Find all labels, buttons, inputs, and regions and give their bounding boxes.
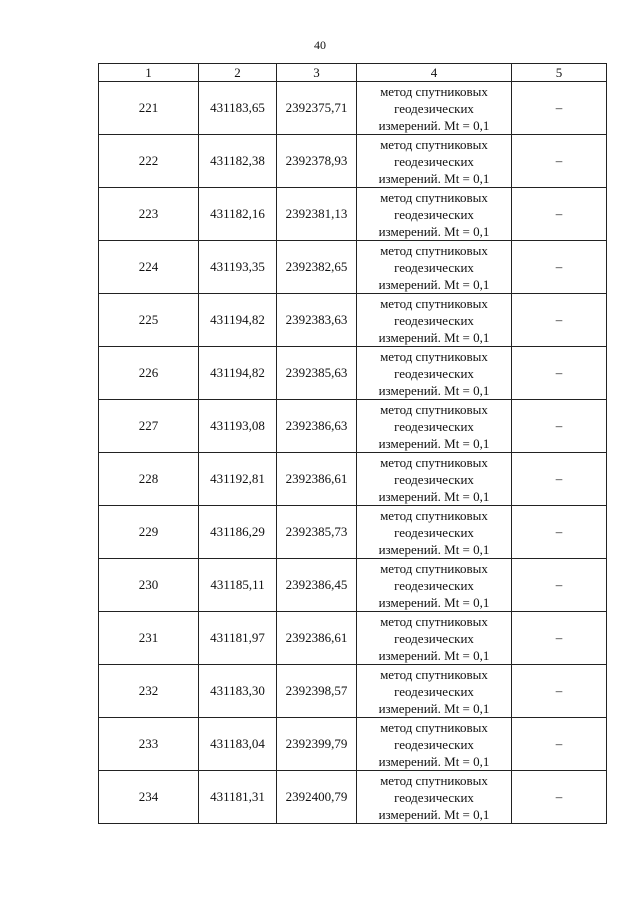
method-line: измерений. Mt = 0,1: [378, 435, 490, 451]
y-coordinate-cell: 2392386,61: [277, 612, 357, 665]
method-cell: [357, 559, 512, 612]
method-line: измерений. Mt = 0,1: [378, 700, 490, 716]
point-number-cell: 229: [99, 506, 199, 559]
x-coordinate-cell: 431183,65: [199, 82, 277, 135]
table-row: [99, 771, 607, 824]
y-coordinate-cell: 2392382,65: [277, 241, 357, 294]
method-line: геодезических: [394, 524, 474, 540]
note-cell: –: [512, 135, 607, 188]
header-col-1: 1: [99, 64, 199, 82]
method-cell: [357, 453, 512, 506]
method-line: метод спутниковых: [380, 772, 488, 788]
method-line: геодезических: [394, 153, 474, 169]
table-row: [99, 241, 607, 294]
method-line: измерений. Mt = 0,1: [378, 382, 490, 398]
method-line: геодезических: [394, 100, 474, 116]
table-body: [99, 82, 607, 824]
method-cell: [357, 294, 512, 347]
note-cell: –: [512, 400, 607, 453]
method-cell: [357, 771, 512, 824]
x-coordinate-cell: 431181,97: [199, 612, 277, 665]
y-coordinate-cell: 2392386,63: [277, 400, 357, 453]
x-coordinate-cell: 431193,35: [199, 241, 277, 294]
method-cell: [357, 347, 512, 400]
method-cell: [357, 400, 512, 453]
table-row: [99, 188, 607, 241]
method-line: метод спутниковых: [380, 189, 488, 205]
method-line: геодезических: [394, 206, 474, 222]
method-line: измерений. Mt = 0,1: [378, 753, 490, 769]
x-coordinate-cell: 431182,38: [199, 135, 277, 188]
point-number-cell: 226: [99, 347, 199, 400]
method-line: метод спутниковых: [380, 454, 488, 470]
method-line: метод спутниковых: [380, 401, 488, 417]
point-number-cell: 225: [99, 294, 199, 347]
table-row: [99, 718, 607, 771]
x-coordinate-cell: 431183,30: [199, 665, 277, 718]
table-row: [99, 82, 607, 135]
note-cell: –: [512, 241, 607, 294]
x-coordinate-cell: 431183,04: [199, 718, 277, 771]
point-number-cell: 223: [99, 188, 199, 241]
point-number-cell: 233: [99, 718, 199, 771]
method-line: метод спутниковых: [380, 613, 488, 629]
note-cell: –: [512, 506, 607, 559]
note-cell: –: [512, 82, 607, 135]
y-coordinate-cell: 2392398,57: [277, 665, 357, 718]
y-coordinate-cell: 2392386,61: [277, 453, 357, 506]
y-coordinate-cell: 2392400,79: [277, 771, 357, 824]
method-line: метод спутниковых: [380, 560, 488, 576]
method-line: измерений. Mt = 0,1: [378, 541, 490, 557]
method-line: метод спутниковых: [380, 242, 488, 258]
note-cell: –: [512, 718, 607, 771]
point-number-cell: 221: [99, 82, 199, 135]
method-line: метод спутниковых: [380, 348, 488, 364]
table-row: [99, 400, 607, 453]
method-line: геодезических: [394, 577, 474, 593]
method-line: измерений. Mt = 0,1: [378, 647, 490, 663]
method-line: измерений. Mt = 0,1: [378, 170, 490, 186]
method-cell: [357, 241, 512, 294]
method-line: геодезических: [394, 418, 474, 434]
method-line: геодезических: [394, 736, 474, 752]
x-coordinate-cell: 431192,81: [199, 453, 277, 506]
table-row: [99, 294, 607, 347]
method-cell: [357, 188, 512, 241]
note-cell: –: [512, 294, 607, 347]
note-cell: –: [512, 771, 607, 824]
table-row: [99, 135, 607, 188]
method-line: измерений. Mt = 0,1: [378, 806, 490, 822]
x-coordinate-cell: 431181,31: [199, 771, 277, 824]
method-line: измерений. Mt = 0,1: [378, 488, 490, 504]
method-line: геодезических: [394, 471, 474, 487]
y-coordinate-cell: 2392386,45: [277, 559, 357, 612]
point-number-cell: 222: [99, 135, 199, 188]
y-coordinate-cell: 2392399,79: [277, 718, 357, 771]
method-line: геодезических: [394, 259, 474, 275]
method-cell: [357, 506, 512, 559]
y-coordinate-cell: 2392385,63: [277, 347, 357, 400]
y-coordinate-cell: 2392375,71: [277, 82, 357, 135]
header-col-2: 2: [199, 64, 277, 82]
header-col-5: 5: [512, 64, 607, 82]
table-row: [99, 665, 607, 718]
method-line: метод спутниковых: [380, 295, 488, 311]
method-line: геодезических: [394, 789, 474, 805]
x-coordinate-cell: 431182,16: [199, 188, 277, 241]
table-row: [99, 506, 607, 559]
method-line: измерений. Mt = 0,1: [378, 594, 490, 610]
method-line: геодезических: [394, 630, 474, 646]
method-line: метод спутниковых: [380, 719, 488, 735]
x-coordinate-cell: 431185,11: [199, 559, 277, 612]
method-line: измерений. Mt = 0,1: [378, 276, 490, 292]
page-number: 40: [314, 38, 326, 52]
x-coordinate-cell: 431194,82: [199, 294, 277, 347]
x-coordinate-cell: 431194,82: [199, 347, 277, 400]
method-line: измерений. Mt = 0,1: [378, 329, 490, 345]
point-number-cell: 232: [99, 665, 199, 718]
method-cell: [357, 612, 512, 665]
table-row: [99, 559, 607, 612]
method-cell: [357, 82, 512, 135]
note-cell: –: [512, 188, 607, 241]
method-line: метод спутниковых: [380, 83, 488, 99]
point-number-cell: 228: [99, 453, 199, 506]
method-line: геодезических: [394, 312, 474, 328]
method-line: метод спутниковых: [380, 136, 488, 152]
x-coordinate-cell: 431193,08: [199, 400, 277, 453]
y-coordinate-cell: 2392383,63: [277, 294, 357, 347]
note-cell: –: [512, 453, 607, 506]
method-cell: [357, 135, 512, 188]
table-row: [99, 347, 607, 400]
point-number-cell: 230: [99, 559, 199, 612]
y-coordinate-cell: 2392385,73: [277, 506, 357, 559]
method-line: геодезических: [394, 365, 474, 381]
point-number-cell: 227: [99, 400, 199, 453]
method-line: измерений. Mt = 0,1: [378, 223, 490, 239]
method-line: метод спутниковых: [380, 666, 488, 682]
x-coordinate-cell: 431186,29: [199, 506, 277, 559]
table-header: [99, 64, 607, 82]
coordinates-table: [98, 63, 607, 824]
method-cell: [357, 665, 512, 718]
note-cell: –: [512, 347, 607, 400]
method-line: метод спутниковых: [380, 507, 488, 523]
point-number-cell: 234: [99, 771, 199, 824]
method-cell: [357, 718, 512, 771]
header-col-3: 3: [277, 64, 357, 82]
y-coordinate-cell: 2392378,93: [277, 135, 357, 188]
table-row: [99, 612, 607, 665]
y-coordinate-cell: 2392381,13: [277, 188, 357, 241]
point-number-cell: 231: [99, 612, 199, 665]
point-number-cell: 224: [99, 241, 199, 294]
header-row: [99, 64, 607, 82]
table-row: [99, 453, 607, 506]
note-cell: –: [512, 665, 607, 718]
method-line: геодезических: [394, 683, 474, 699]
header-col-4: 4: [357, 64, 512, 82]
note-cell: –: [512, 559, 607, 612]
method-line: измерений. Mt = 0,1: [378, 117, 490, 133]
note-cell: –: [512, 612, 607, 665]
